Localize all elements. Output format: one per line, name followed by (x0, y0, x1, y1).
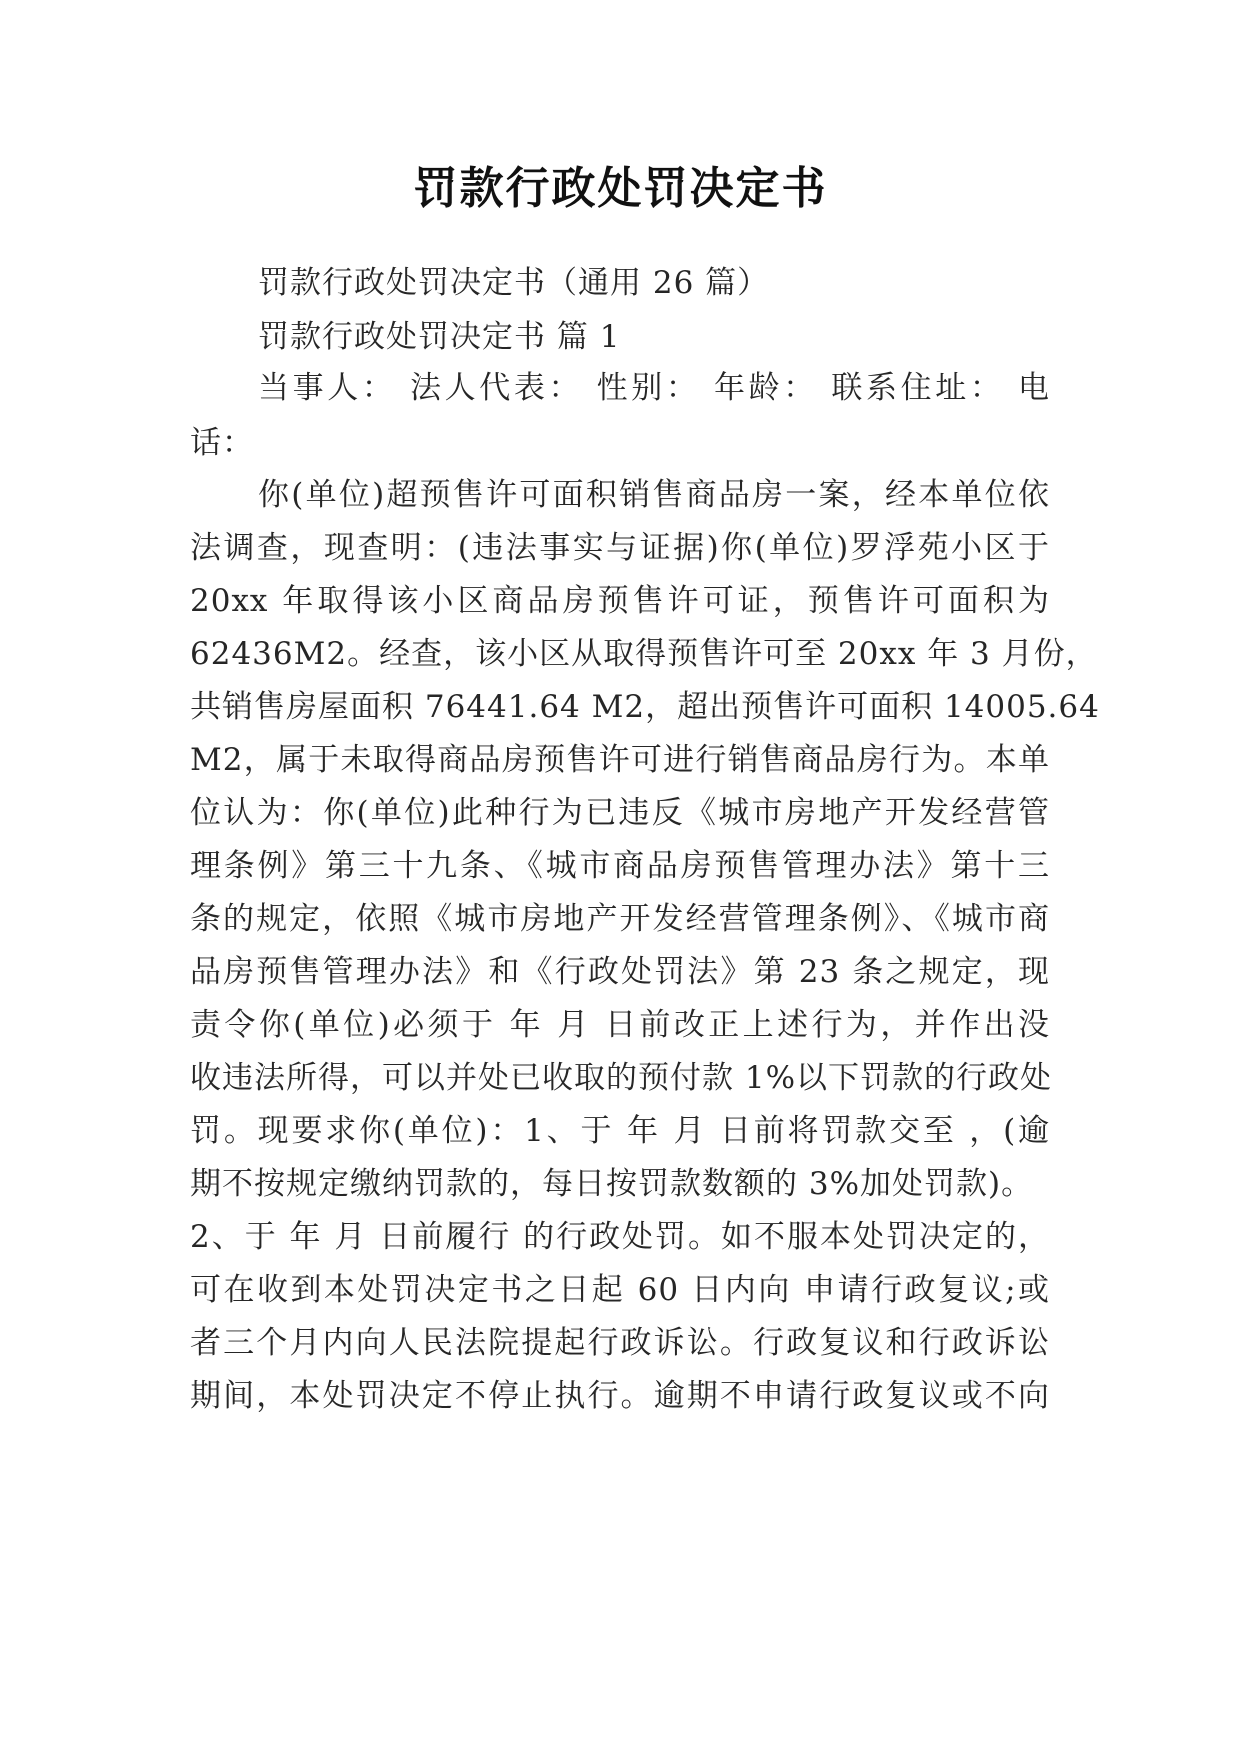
paragraph-line: 法调查，现查明：(违法事实与证据)你(单位)罗浮苑小区于 (190, 530, 1050, 566)
paragraph-line: 你(单位)超预售许可面积销售商品房一案，经本单位依 (258, 477, 1050, 513)
paragraph-line: 20xx 年取得该小区商品房预售许可证，预售许可面积为 (190, 583, 1050, 619)
paragraph-line: 者三个月内向人民法院提起行政诉讼。行政复议和行政诉讼 (190, 1325, 1050, 1361)
doc-subtitle: 罚款行政处罚决定书（通用 26 篇） (258, 265, 770, 301)
paragraph-line: 罚。现要求你(单位)：1、于 年 月 日前将罚款交至 ，(逾 (190, 1113, 1050, 1149)
paragraph-line: 收违法所得，可以并处已收取的预付款 1%以下罚款的行政处 (190, 1060, 1053, 1096)
paragraph-line: M2，属于未取得商品房预售许可进行销售商品房行为。本单 (190, 742, 1050, 778)
paragraph-line: 理条例》第三十九条、《城市商品房预售管理办法》第十三 (190, 848, 1050, 884)
paragraph-line: 品房预售管理办法》和《行政处罚法》第 23 条之规定，现 (190, 954, 1050, 990)
document-title: 罚款行政处罚决定书 (413, 163, 828, 214)
paragraph-line: 条的规定，依照《城市房地产开发经营管理条例》、《城市商 (190, 901, 1050, 937)
paragraph-line: 责令你(单位)必须于 年 月 日前改正上述行为，并作出没 (190, 1007, 1050, 1043)
doc-section-heading: 罚款行政处罚决定书 篇 1 (258, 319, 621, 355)
paragraph-line: 62436M2。经查，该小区从取得预售许可至 20xx 年 3 月份， (190, 636, 1098, 672)
paragraph-line: 当事人： 法人代表： 性别： 年龄： 联系住址： 电 (258, 370, 1050, 406)
paragraph-line: 话： (190, 425, 254, 461)
paragraph-line: 2、于 年 月 日前履行 的行政处罚。如不服本处罚决定的， (190, 1219, 1050, 1255)
paragraph-line: 共销售房屋面积 76441.64 M2，超出预售许可面积 14005.64 (190, 689, 1100, 725)
paragraph-line: 可在收到本处罚决定书之日起 60 日内向 申请行政复议;或 (190, 1272, 1050, 1308)
paragraph-line: 期间，本处罚决定不停止执行。逾期不申请行政复议或不向 (190, 1378, 1050, 1414)
paragraph-line: 位认为：你(单位)此种行为已违反《城市房地产开发经营管 (190, 795, 1050, 831)
paragraph-line: 期不按规定缴纳罚款的，每日按罚款数额的 3%加处罚款)。 (190, 1166, 1034, 1202)
